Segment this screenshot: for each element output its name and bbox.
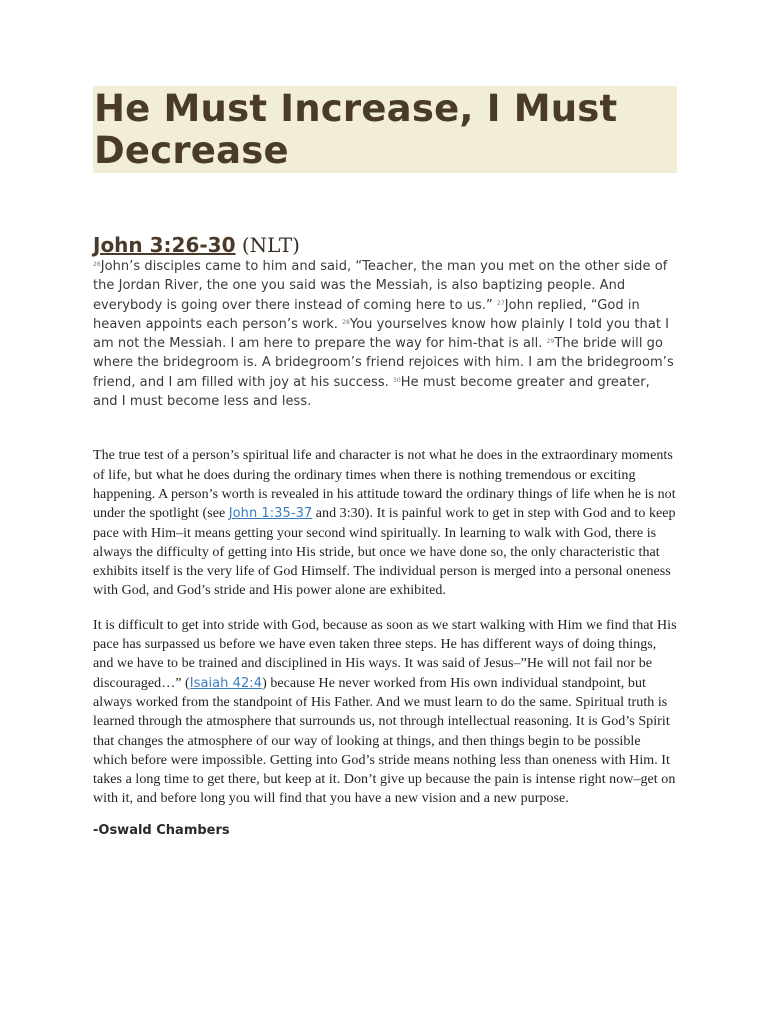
paragraph-text: ) because He never worked from His own individual standpoint, but always worked from the standpoint of His Father. And we must learn to do the same. Spiritual truth is learned through the atmosphere that surrounds us, not through intellectual reasoning. It is God’s Spirit that changes the atmosphere of our way of looking at things, and then things begin to be possible which before were impossible. Getting into God’s stride means nothing less than oneness with Him. It takes a long time to get there, but keep at it. Don’t give up because the pain is intense right now–get on with it, and before long you will find that you have a new vision and a new purpose. — [93, 675, 676, 807]
verse-number: 30 — [393, 376, 401, 384]
scripture-version: (NLT) — [241, 233, 300, 257]
verse-text: He must become greater and greater, and I must become less and less. — [93, 374, 650, 410]
isaiah-reference-link[interactable]: Isaiah 42:4 — [189, 675, 263, 691]
verse-text: John replied, “God in heaven appoints each person’s work. — [93, 297, 640, 332]
scripture-heading — [93, 233, 677, 257]
title-banner — [93, 86, 677, 173]
verse-number: 27 — [497, 299, 505, 307]
john-reference-link[interactable]: John 1:35-37 — [228, 506, 313, 522]
document-page — [93, 86, 677, 838]
body-paragraph-1 — [93, 446, 677, 600]
verse-text: You yourselves know how plainly I told you that I am not the Messiah. I am here to prepare the way for him-that is all. — [93, 316, 670, 352]
body-paragraph-2 — [93, 616, 677, 809]
page-title: He Must Increase, I Must Decrease — [94, 87, 618, 172]
paragraph-text: The true test of a person’s spiritual life and character is not what he does in the extraordinary moments of life, but what he does during the ordinary times when there is nothing tremendous or exciting happening. A person’s worth is revealed in his attitude toward the ordinary things of life when he is not under the spotlight (see — [93, 448, 676, 522]
paragraph-text: It is difficult to get into stride with God, because as soon as we start walking with Him we find that His pace has surpassed us before we have even taken three steps. He has different ways of doing things, and we have to be trained and disciplined in His ways. It was said of Jesus–”He will not fail nor be discouraged…” ( — [93, 617, 677, 691]
verse-number: 26 — [93, 261, 101, 268]
scripture-text — [93, 257, 677, 411]
verse-number: 29 — [546, 338, 555, 346]
verse-number: 28 — [342, 318, 350, 326]
scripture-reference-link[interactable]: John 3:26-30 — [93, 233, 236, 257]
author-signature: -Oswald Chambers — [93, 822, 230, 838]
paragraph-text: and 3:30). It is painful work to get in step with God and to keep pace with Him–it means getting your second wind spiritually. In learning to walk with God, there is always the difficulty of getting into His stride, but once we have done so, the only characteristic that exhibits itself is the very life of God Himself. The individual person is merged into a personal oneness with God, and God’s stride and His power alone are exhibited. — [93, 506, 676, 599]
verse-text: John’s disciples came to him and said, “Teacher, the man you met on the other side of the Jordan River, the one you said was the Messiah, is also baptizing people. And everybody is going over there instead of coming here to us.” — [93, 259, 668, 313]
verse-text: The bride will go where the bridegroom is. A bridegroom’s friend rejoices with him. I am the bridegroom’s friend, and I am filled with joy at his success. — [93, 336, 674, 390]
